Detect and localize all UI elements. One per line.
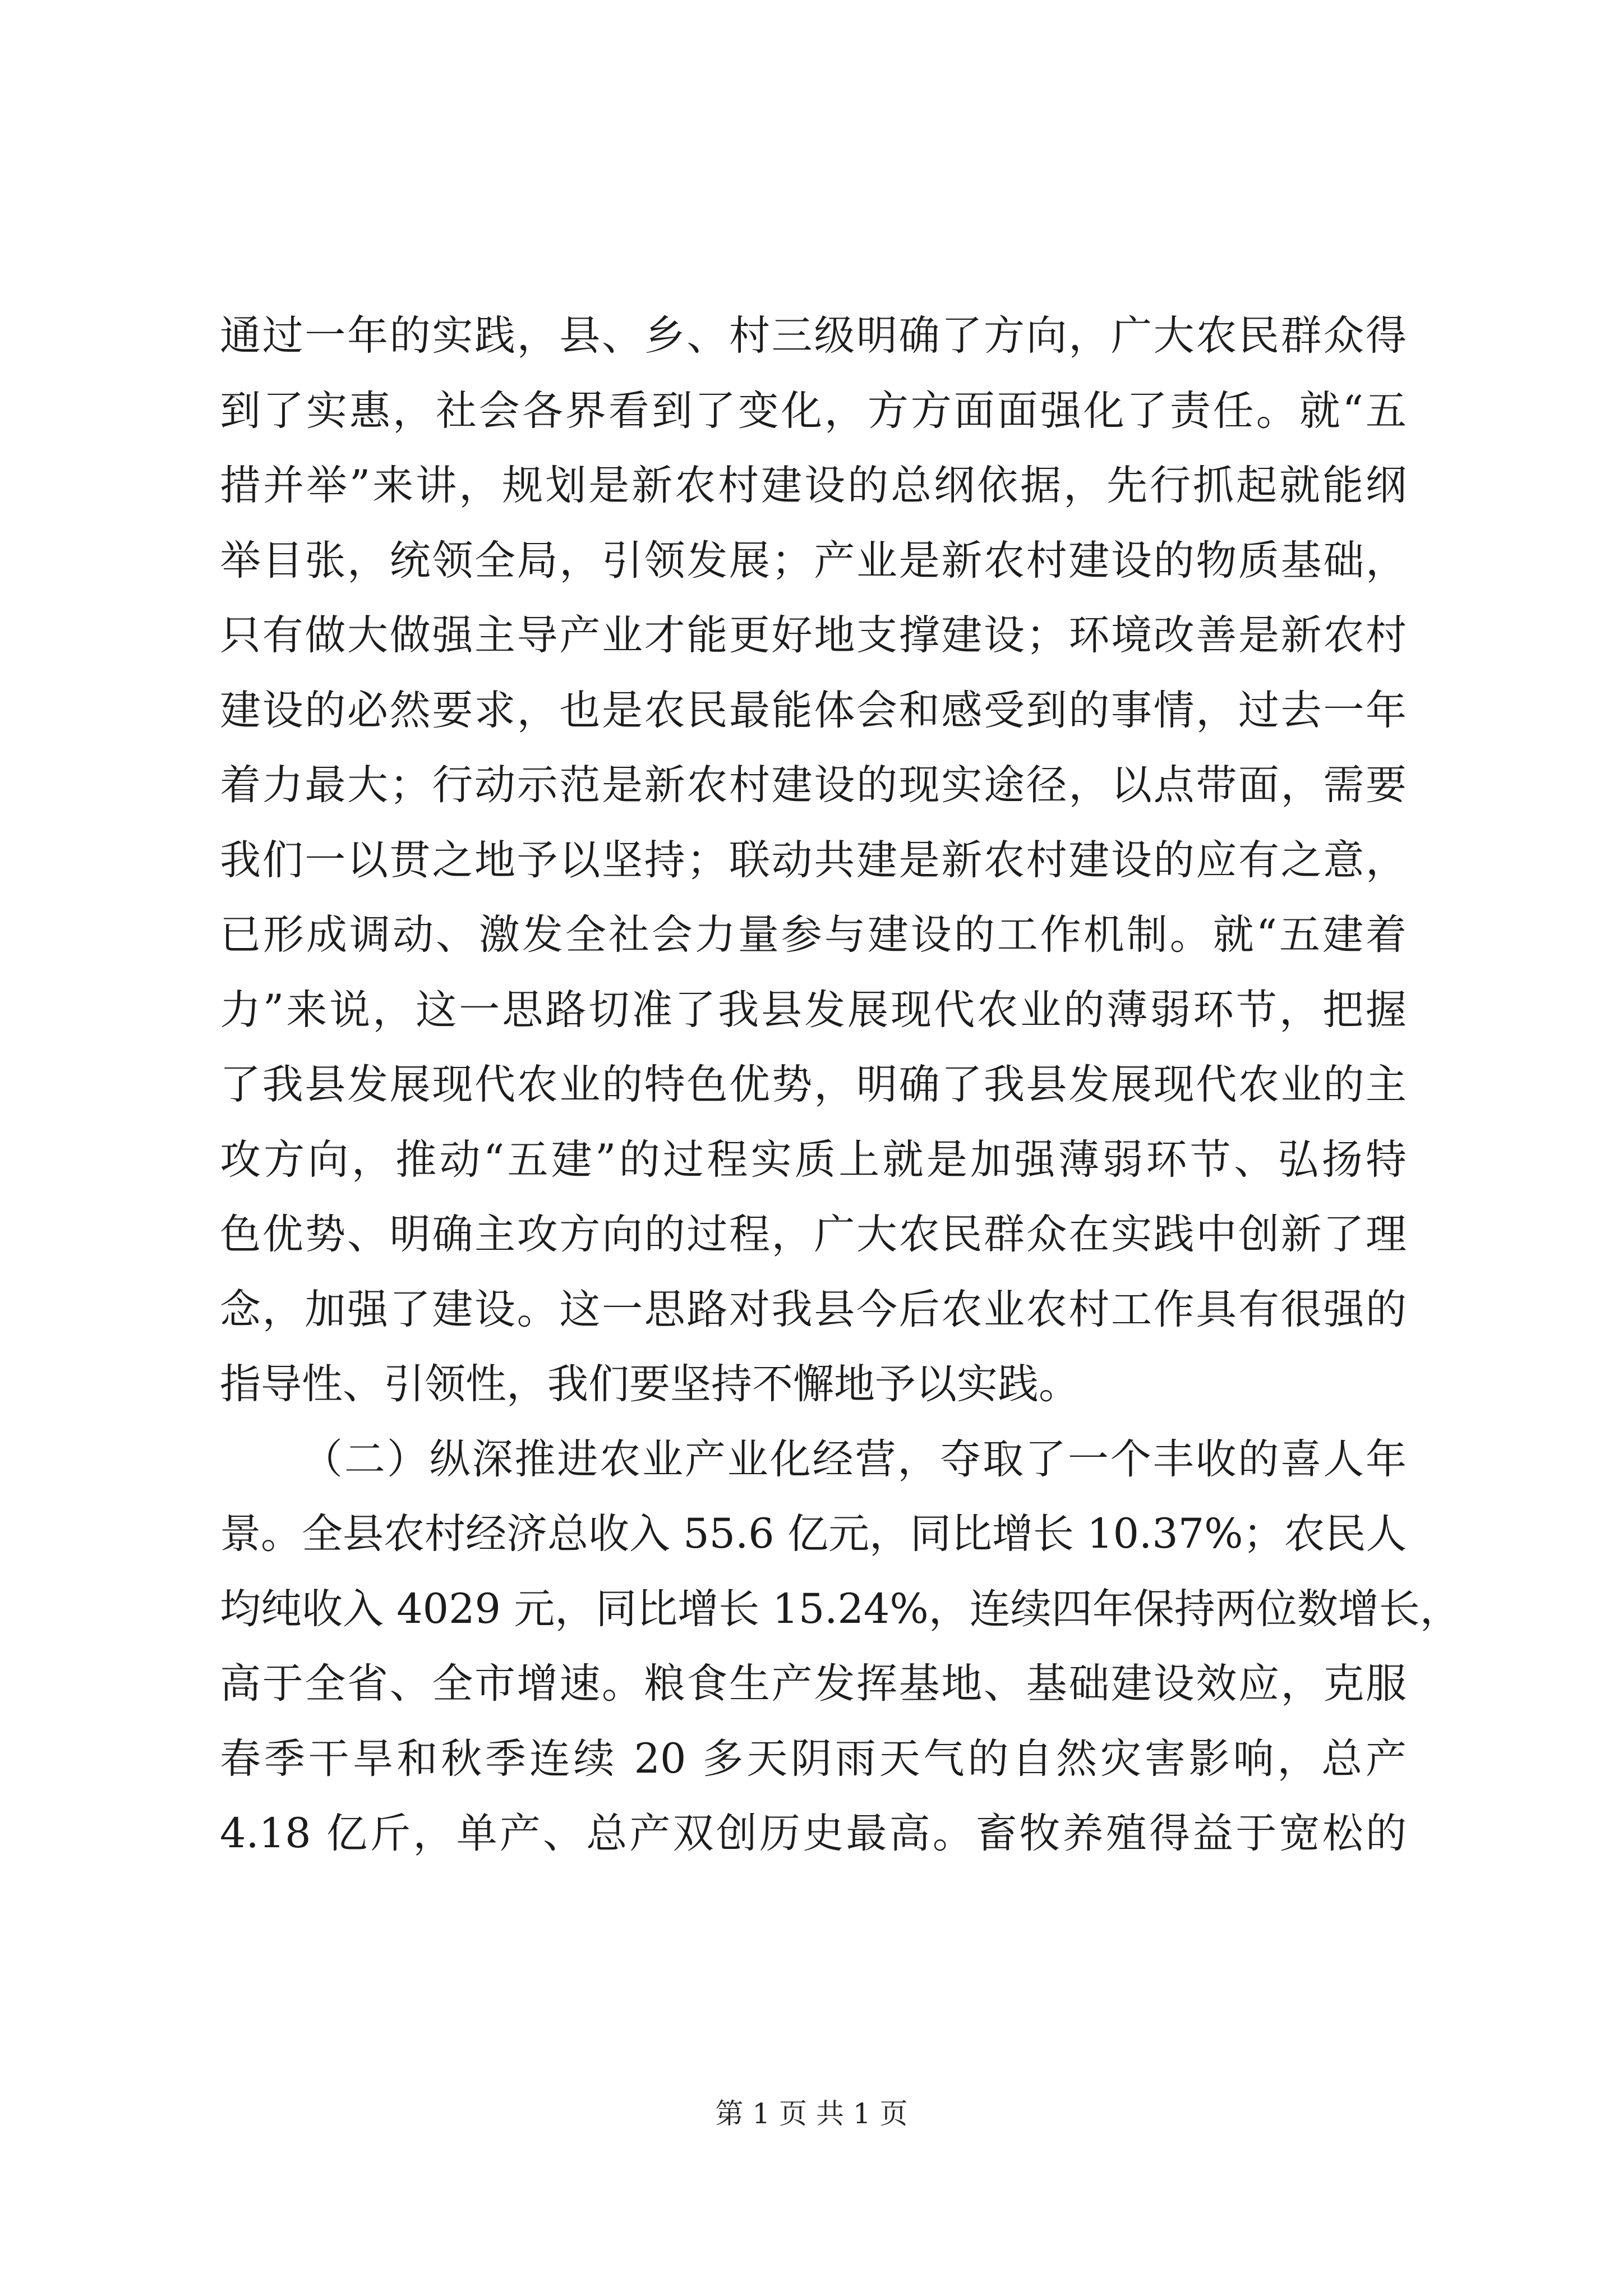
text-line: （二）纵深推进农业产业化经营，夺取了一个丰收的喜人年 xyxy=(302,1435,1407,1483)
text-line: 建设的必然要求，也是农民最能体会和感受到的事情，过去一年 xyxy=(220,686,1407,734)
text-line: 攻方向，推动“五建”的过程实质上就是加强薄弱环节、弘扬特 xyxy=(220,1135,1407,1184)
text-line: 均纯收入 4029 元，同比增长 15.24%，连续四年保持两位数增长， xyxy=(220,1585,1461,1633)
page-footer: 第 1 页 共 1 页 xyxy=(715,2097,908,2130)
text-line: 到了实惠，社会各界看到了变化，方方面面强化了责任。就“五 xyxy=(220,386,1407,435)
text-line: 力”来说，这一思路切准了我县发展现代农业的薄弱环节，把握 xyxy=(220,986,1407,1034)
text-line: 景。全县农村经济总收入 55.6 亿元，同比增长 10.37%；农民人 xyxy=(220,1510,1407,1558)
text-line: 我们一以贯之地予以坚持；联动共建是新农村建设的应有之意， xyxy=(220,836,1407,884)
text-line: 着力最大；行动示范是新农村建设的现实途径，以点带面，需要 xyxy=(220,761,1407,809)
paragraph xyxy=(220,1422,1461,1871)
document-body xyxy=(220,298,1461,1871)
text-line: 举目张，统领全局，引领发展；产业是新农村建设的物质基础， xyxy=(220,536,1407,585)
text-line: 4.18 亿斤，单产、总产双创历史最高。畜牧养殖得益于宽松的 xyxy=(220,1810,1407,1857)
text-line: 指导性、引领性，我们要坚持不懈地予以实践。 xyxy=(220,1360,1080,1408)
text-line: 色优势、明确主攻方向的过程，广大农民群众在实践中创新了理 xyxy=(220,1211,1407,1258)
text-line: 措并举”来讲，规划是新农村建设的总纲依据，先行抓起就能纲 xyxy=(220,462,1407,509)
text-line: 高于全省、全市增速。粮食生产发挥基地、基础建设效应，克服 xyxy=(220,1660,1407,1708)
text-line: 春季干旱和秋季连续 20 多天阴雨天气的自然灾害影响，总产 xyxy=(220,1734,1407,1783)
text-line: 已形成调动、激发全社会力量参与建设的工作机制。就“五建着 xyxy=(220,911,1407,959)
paragraph xyxy=(220,298,1407,1422)
text-line: 念，加强了建设。这一思路对我县今后农业农村工作具有很强的 xyxy=(220,1285,1407,1333)
text-line: 了我县发展现代农业的特色优势，明确了我县发展现代农业的主 xyxy=(220,1061,1407,1108)
text-line: 通过一年的实践，县、乡、村三级明确了方向，广大农民群众得 xyxy=(220,312,1407,360)
text-line: 只有做大做强主导产业才能更好地支撑建设；环境改善是新农村 xyxy=(220,611,1407,659)
